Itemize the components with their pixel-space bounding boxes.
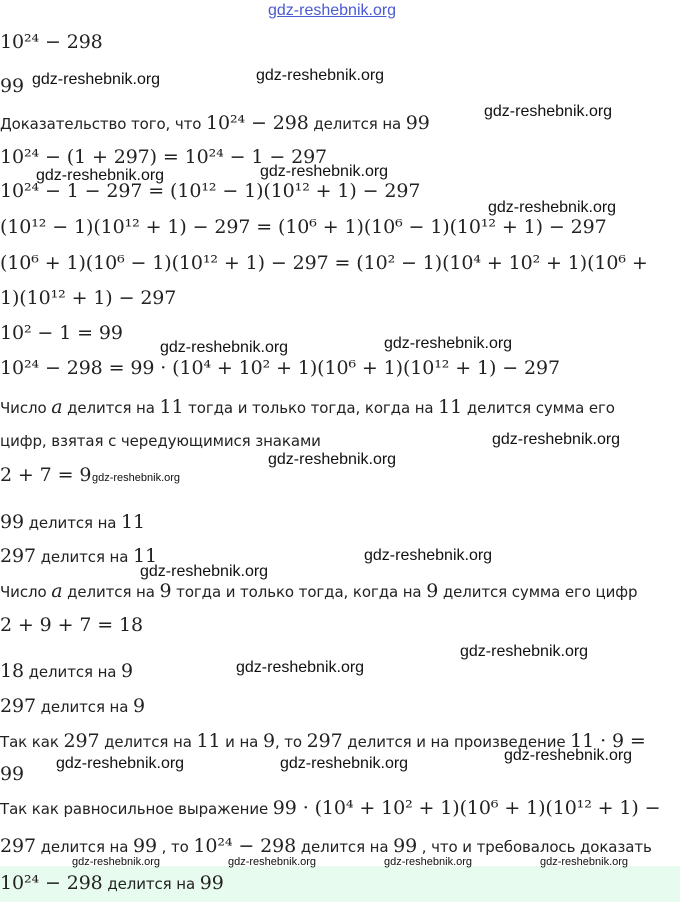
number: 9	[121, 660, 134, 682]
rule-divisibility-11	[0, 396, 615, 418]
math-step: 10²⁴ − 298 = 99 · (10⁴ + 10² + 1)(10⁶ + 1)(10¹² + 1) − 297	[0, 357, 560, 379]
watermark: gdz-reshebnik.org	[256, 67, 385, 84]
number: 11	[121, 511, 146, 533]
text: Число	[0, 583, 52, 601]
text: Так как	[0, 733, 64, 751]
text: делится сумма его цифр	[438, 583, 638, 601]
number: 11	[133, 545, 158, 567]
text: , что и требовалось доказать	[417, 838, 652, 856]
text: делится на	[62, 583, 160, 601]
variable: a	[51, 580, 63, 602]
text: делится на	[99, 733, 197, 751]
divisor-line: 99	[0, 75, 24, 97]
text: тогда и только тогда, когда на	[171, 583, 427, 601]
watermark-small: gdz-reshebnik.org	[92, 472, 181, 484]
statement-line	[0, 511, 145, 533]
math-step: 1)(10¹² + 1) − 297	[0, 287, 177, 309]
text: тогда и только тогда, когда на	[183, 399, 439, 417]
watermark: gdz-reshebnik.org	[460, 643, 589, 660]
watermark: gdz-reshebnik.org	[236, 659, 365, 676]
text: делится и на произведение	[342, 733, 571, 751]
watermark: gdz-reshebnik.org	[504, 747, 633, 764]
text: делится на	[62, 399, 160, 417]
text: Так как равносильное выражение	[0, 800, 273, 818]
answer-math: 10²⁴ − 298	[0, 872, 103, 894]
text: , то	[274, 733, 307, 751]
watermark-small: gdz-reshebnik.org	[384, 856, 473, 868]
text: делится на	[35, 548, 134, 566]
number: 9	[262, 730, 275, 752]
watermark-top-link[interactable]: gdz-reshebnik.org	[268, 2, 397, 19]
watermark: gdz-reshebnik.org	[140, 563, 269, 580]
math-step: 10²⁴ − (1 + 297) = 10²⁴ − 1 − 297	[0, 146, 328, 168]
proof-heading	[0, 112, 430, 134]
number: 99	[393, 835, 418, 857]
math-step: 2 + 9 + 7 = 18	[0, 614, 144, 636]
math: 11 · 9 =	[570, 730, 646, 752]
answer-text: делится на	[102, 875, 200, 893]
number: 99	[0, 511, 24, 533]
variable: a	[51, 396, 63, 418]
number: 9	[133, 695, 146, 717]
number: 9	[426, 580, 439, 602]
text: делится на	[35, 698, 134, 716]
final-line	[0, 797, 660, 819]
rule-divisibility-9	[0, 580, 637, 602]
math-step: 10² − 1 = 99	[0, 322, 123, 344]
number: 297	[0, 695, 36, 717]
statement-line	[0, 695, 145, 717]
math: 10²⁴ − 298	[193, 835, 297, 857]
watermark: gdz-reshebnik.org	[488, 199, 617, 216]
watermark: gdz-reshebnik.org	[160, 339, 289, 356]
final-line-cont	[0, 835, 652, 857]
watermark: gdz-reshebnik.org	[384, 335, 513, 352]
conclusion-line-cont: 99	[0, 763, 24, 785]
proof-heading-number: 99	[405, 112, 430, 134]
text: делится на	[23, 514, 122, 532]
proof-heading-text: Доказательство того, что	[0, 115, 207, 133]
text: делится на	[296, 838, 394, 856]
number: 18	[0, 660, 24, 682]
watermark: gdz-reshebnik.org	[280, 755, 409, 772]
number: 297	[0, 545, 36, 567]
number: 11	[196, 730, 221, 752]
math-step: 10²⁴ − 1 − 297 = (10¹² − 1)(10¹² + 1) − 297	[0, 180, 421, 202]
text: Число	[0, 399, 52, 417]
rule-divisibility-11-cont: цифр, взятая с чередующимися знаками	[0, 432, 321, 450]
number: 297	[0, 835, 36, 857]
number: 11	[438, 396, 463, 418]
watermark-small: gdz-reshebnik.org	[228, 856, 317, 868]
watermark: gdz-reshebnik.org	[32, 71, 161, 88]
statement-line	[0, 545, 157, 567]
text: и на	[220, 733, 263, 751]
proof-heading-tail: делится на	[308, 115, 406, 133]
number: 11	[159, 396, 184, 418]
text: делится на	[35, 838, 134, 856]
number: 297	[306, 730, 343, 752]
watermark-small: gdz-reshebnik.org	[72, 856, 161, 868]
math: 99 · (10⁴ + 10² + 1)(10⁶ + 1)(10¹² + 1) −	[272, 797, 661, 819]
number: 99	[133, 835, 158, 857]
expression-line: 10²⁴ − 298	[0, 31, 103, 53]
number: 9	[159, 580, 172, 602]
answer-line	[0, 872, 224, 894]
watermark: gdz-reshebnik.org	[492, 431, 621, 448]
watermark: gdz-reshebnik.org	[36, 167, 165, 184]
math-step: (10¹² − 1)(10¹² + 1) − 297 = (10⁶ + 1)(10⁶ − 1)(10¹² + 1) − 297	[0, 216, 607, 238]
conclusion-line	[0, 730, 646, 752]
answer-number: 99	[199, 872, 224, 894]
watermark: gdz-reshebnik.org	[364, 547, 493, 564]
watermark: gdz-reshebnik.org	[268, 451, 397, 468]
proof-heading-math: 10²⁴ − 298	[206, 112, 309, 134]
math-step: 2 + 7 = 9	[0, 464, 92, 486]
text: делится сумма его	[462, 399, 615, 417]
statement-line	[0, 660, 133, 682]
number: 297	[63, 730, 100, 752]
watermark: gdz-reshebnik.org	[484, 103, 613, 120]
watermark: gdz-reshebnik.org	[56, 755, 185, 772]
math-step: (10⁶ + 1)(10⁶ − 1)(10¹² + 1) − 297 = (10² − 1)(10⁴ + 10² + 1)(10⁶ +	[0, 252, 648, 274]
text: , то	[157, 838, 194, 856]
watermark: gdz-reshebnik.org	[260, 163, 389, 180]
text: делится на	[23, 663, 122, 681]
watermark-small: gdz-reshebnik.org	[540, 856, 629, 868]
